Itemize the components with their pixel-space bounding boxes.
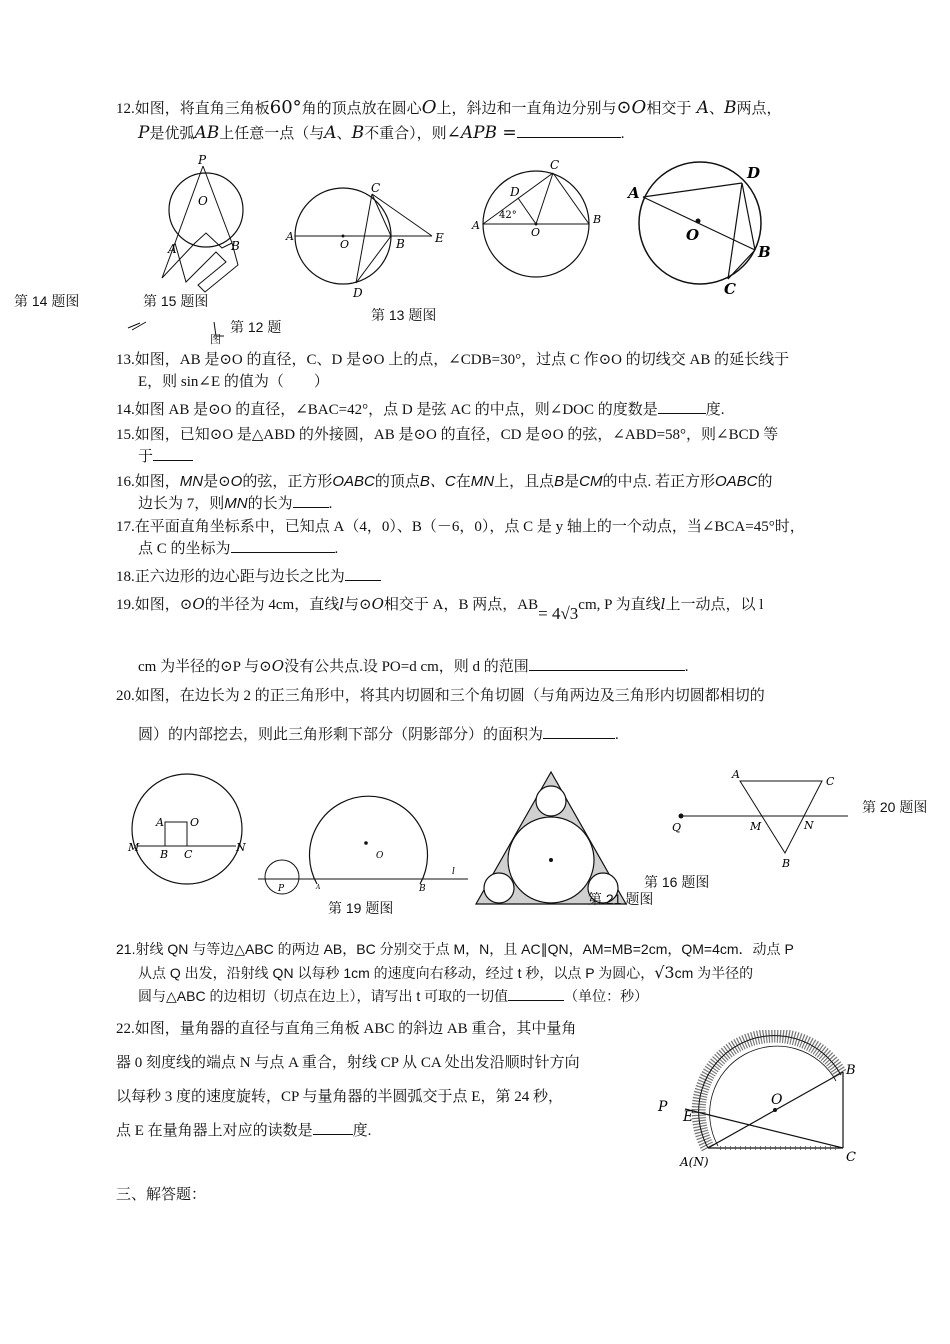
- label-O: O: [686, 226, 700, 244]
- caption-12: 第 12 题: [230, 319, 282, 335]
- label-O: O: [376, 851, 384, 861]
- figure-14: [471, 158, 601, 277]
- label-N: N: [804, 819, 814, 832]
- label-A: A: [168, 242, 177, 256]
- label-D: D: [510, 185, 520, 199]
- label-C: C: [826, 775, 835, 788]
- label-C: C: [371, 181, 381, 195]
- answer-blank[interactable]: [529, 656, 685, 671]
- answer-blank[interactable]: [153, 446, 193, 461]
- label-C: C: [846, 1150, 856, 1165]
- caption-16: 第 16 题图: [644, 874, 710, 890]
- question-19: 19.如图，⊙O的半径为 4cm，直线l与⊙O相交于 A，B 两点，AB= 4√3cm, P 为直线l上一动点，以 l cm 为半径的⊙P 与⊙O没有公共点.设 PO=d cm，则 d 的范围 .: [116, 595, 764, 675]
- caption-20: 第 20 题图: [862, 799, 928, 815]
- answer-blank[interactable]: [543, 724, 615, 739]
- figure-19: [258, 796, 468, 894]
- question-21: 21.射线 QN 与等边△ABC 的两边 AB，BC 分别交于点 M，N，且 AC∥QN，AM=MB=2cm，QM=4cm．动点 P 从点 Q 出发，沿射线 QN 以每秒 1cm 的速度向右移动，经过 t 秒，以点 P 为圆心，√3cm 为半径的 圆与△ABC 的边相切（切点在边上），请写出 t 可取的一切值 （单位：秒）: [116, 941, 794, 1005]
- answer-blank[interactable]: [345, 566, 381, 581]
- caption-21: 第 21 题图: [588, 891, 654, 907]
- label-A: A: [472, 219, 480, 232]
- question-12-line-1: 12.如图，将直角三角板60°角的顶点放在圆心O上，斜边和一直角边分别与⊙O相交于 A、B两点，: [116, 97, 782, 118]
- label-A: A: [286, 230, 294, 243]
- label-P: P: [278, 884, 285, 894]
- caption-14: 第 14 题图: [14, 293, 80, 309]
- label-AN: A(N): [680, 1155, 709, 1169]
- question-17: 17.在平面直角坐标系中，已知点 A（4，0）、B（－6，0），点 C 是 y 轴上的一个动点，当∠BCA=45°时， 点 C 的坐标为 .: [116, 519, 805, 557]
- answer-blank[interactable]: [293, 493, 329, 508]
- label-Q: Q: [672, 821, 682, 834]
- middle-figures: [0, 765, 950, 925]
- label-B: B: [782, 857, 791, 870]
- label-D: D: [747, 164, 761, 182]
- label-M: M: [128, 841, 140, 854]
- question-14: 14.如图 AB 是⊙O 的直径，∠BAC=42°，点 D 是弦 AC 的中点，则∠DOC 的度数是 度.: [116, 399, 846, 421]
- label-B: B: [846, 1063, 856, 1078]
- label-O: O: [190, 816, 200, 829]
- label-C: C: [724, 280, 736, 298]
- figure-15: [626, 162, 771, 298]
- label-A: A: [732, 768, 740, 781]
- label-O: O: [771, 1092, 783, 1108]
- top-figures: [0, 150, 950, 350]
- figure-16: [127, 774, 246, 884]
- label-P: P: [658, 1099, 668, 1115]
- caption-19: 第 19 题图: [328, 900, 394, 916]
- caption-15: 第 15 题图: [143, 293, 209, 309]
- section-3-title: 三、解答题：: [116, 1187, 207, 1203]
- question-15: 15.如图，已知⊙O 是△ABD 的外接圆，AB 是⊙O 的直径，CD 是⊙O 的弦，∠ABD=58°，则∠BCD 等 于: [116, 427, 779, 465]
- question-13: 13.如图，AB 是⊙O 的直径，C、D 是⊙O 上的点，∠CDB=30°，过点 C 作⊙O 的切线交 AB 的延长线于 E，则 sin∠E 的值为（ ）: [116, 352, 790, 390]
- question-22: 22.如图，量角器的直径与直角三角板 ABC 的斜边 AB 重合，其中量角 器 0 刻度线的端点 N 与点 A 重合，射线 CP 从 CA 处出发沿顺时针方向 以每秒 3 度的速度旋转，CP 与量角器的半圆弧交于点 E，第 24 秒， 点 E 在量角器上对应的读数是 度.: [116, 1021, 580, 1139]
- label-B: B: [593, 213, 602, 226]
- label-M: M: [750, 820, 762, 833]
- label-D: D: [353, 286, 363, 300]
- question-18: 18.正六边形的边心距与边长之比为: [116, 566, 846, 588]
- label-E: E: [683, 1109, 694, 1125]
- label-B: B: [758, 243, 771, 261]
- figure-12: [162, 153, 243, 292]
- label-P: P: [198, 153, 207, 167]
- label-C: C: [550, 158, 560, 172]
- label-B: B: [419, 884, 426, 894]
- answer-blank[interactable]: [313, 1120, 353, 1135]
- label-A: A: [316, 884, 321, 891]
- answer-blank[interactable]: [658, 399, 706, 414]
- answer-blank[interactable]: [508, 986, 564, 1001]
- question-16: 16.如图，MN是⊙O的弦，正方形OABC的顶点B、C在MN上，且点B是CM的中点. 若正方形OABC的 边长为 7，则MN的长为 .: [116, 473, 773, 512]
- figure-21: [672, 768, 848, 870]
- label-O: O: [340, 238, 350, 251]
- caption-12-char: 图: [210, 334, 221, 346]
- answer-blank[interactable]: [517, 123, 621, 138]
- caption-13: 第 13 题图: [371, 307, 437, 323]
- label-N: N: [236, 841, 246, 854]
- question-12: [116, 97, 846, 145]
- label-C: C: [184, 848, 193, 861]
- label-A: A: [628, 184, 640, 202]
- label-l: l: [452, 867, 455, 877]
- label-A: A: [156, 816, 164, 829]
- answer-blank[interactable]: [231, 538, 335, 553]
- label-B: B: [231, 239, 240, 253]
- label-O: O: [198, 194, 208, 208]
- figure-20: [476, 772, 626, 904]
- label-42deg: 42°: [499, 210, 517, 221]
- figure-22: [650, 1030, 870, 1175]
- label-E: E: [435, 231, 444, 245]
- figure-13: [285, 181, 444, 300]
- label-B: B: [160, 848, 169, 861]
- question-20: 20.如图，在边长为 2 的正三角形中，将其内切圆和三个角切圆（与角两边及三角形内切圆都相切的 圆）的内部挖去，则此三角形剩下部分（阴影部分）的面积为 .: [116, 688, 765, 743]
- label-O: O: [531, 226, 541, 239]
- question-12-line-2: P是优弧AB上任意一点（与A、B不重合），则∠APB = .: [138, 123, 625, 143]
- label-B: B: [396, 237, 405, 251]
